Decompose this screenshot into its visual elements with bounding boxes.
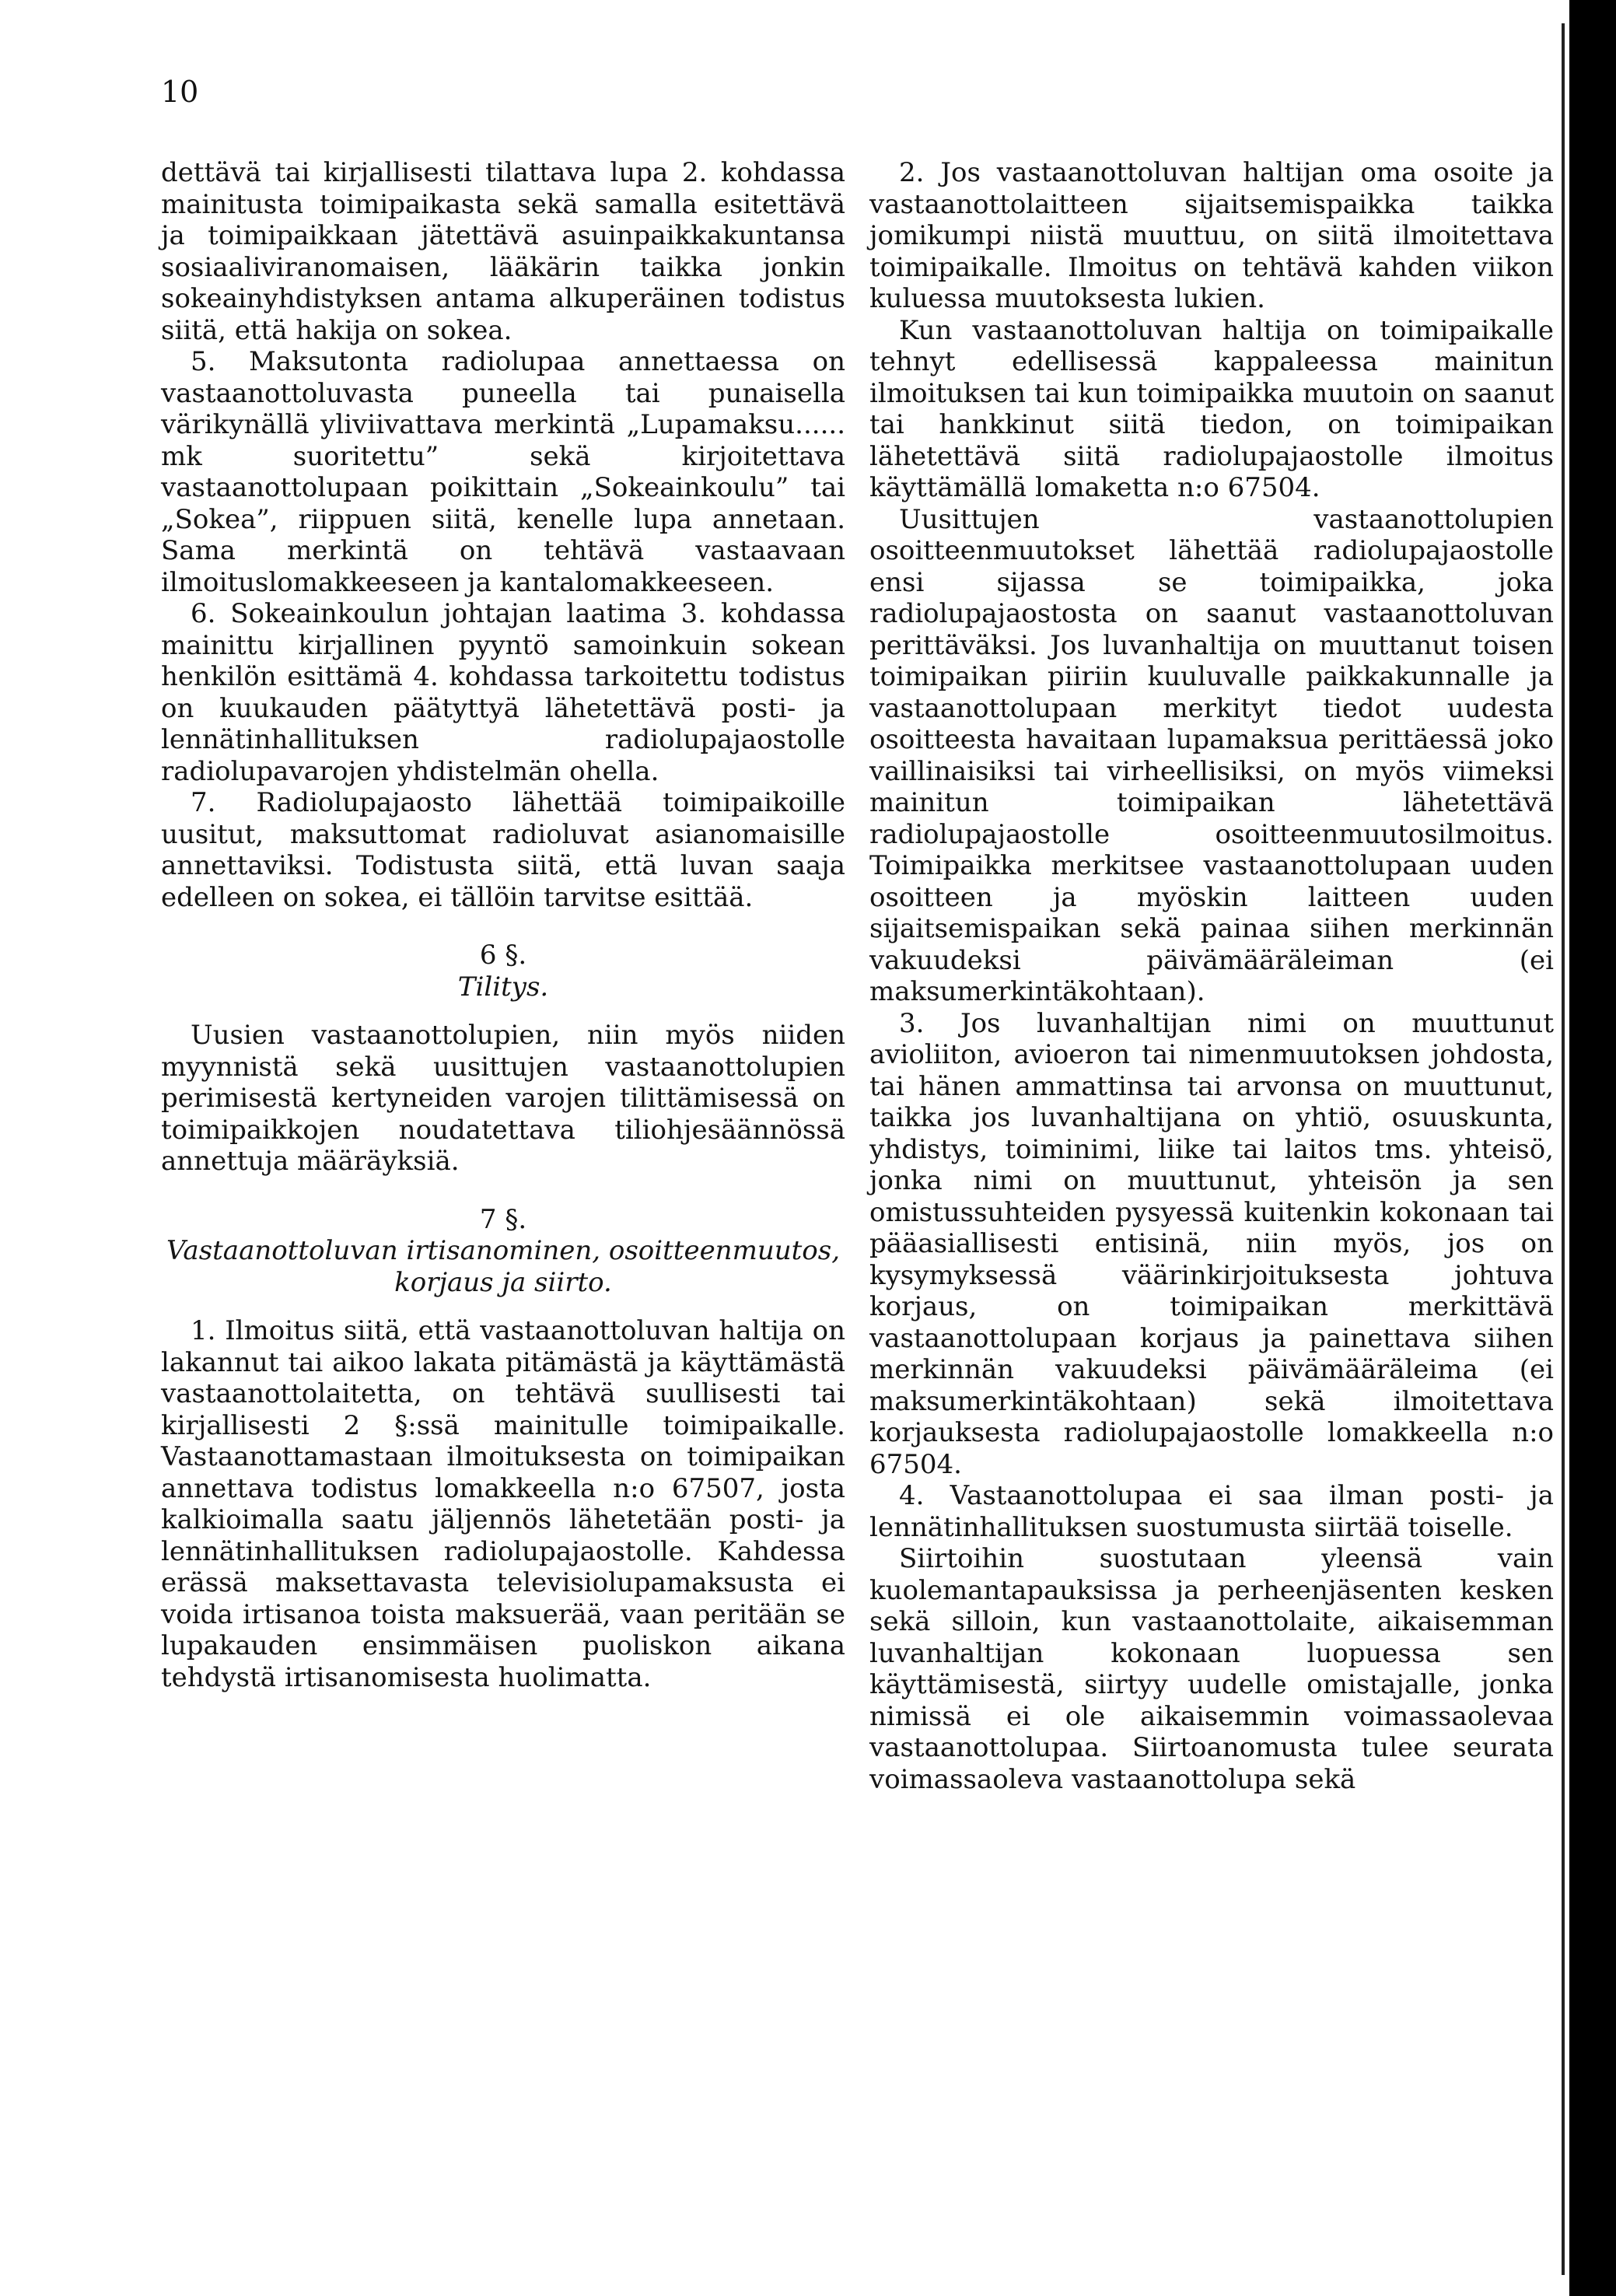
section-title: Tilitys. bbox=[457, 971, 549, 1003]
section-number: 7 §. bbox=[479, 1203, 527, 1235]
section-number: 6 §. bbox=[479, 940, 527, 971]
paragraph: 6. Sokeainkoulun johtajan laatima 3. kohdassa mainittu kirjallinen pyyntö samoinkuin sokean henkilön esittämä 4. kohdassa tarkoitettu todistus on kuukauden päätyttyä lähetettävä posti- ja lennätinhallituksen radiolupajaostolle radiolupavarojen yhdistelmän ohella. bbox=[161, 598, 845, 787]
page-number: 10 bbox=[161, 75, 199, 109]
section-heading-6 bbox=[161, 940, 845, 1003]
section-title: Vastaanottoluvan irtisanominen, osoitteenmuutos, korjaus ja siirto. bbox=[166, 1235, 841, 1298]
section-heading-7 bbox=[161, 1204, 845, 1299]
paragraph: 3. Jos luvanhaltijan nimi on muuttunut avioliiton, avioeron tai nimenmuutoksen johdosta, tai hänen ammattinsa tai arvonsa on muuttunut, taikka jos luvanhaltijana on yhtiö, osuuskunta, yhdistys, toiminimi, liike tai laitos tms. yhteisö, jonka nimi on muuttunut, yhteisön ja sen omistussuhteiden pysyessä kuitenkin kokonaan tai pääasiallisesti entisinä, niin myös, jos on kysymyksessä väärinkirjoituksesta johtuva korjaus, on toimipaikan merkittävä vastaanottolupaan korjaus ja painettava siihen merkinnän vakuudeksi päivämääräleima (ei maksumerkintäkohtaan) sekä ilmoitettava korjauksesta radiolupajaostolle lomakkeella n:o 67504. bbox=[869, 1007, 1554, 1480]
right-column bbox=[869, 157, 1554, 1795]
paragraph: 1. Ilmoitus siitä, että vastaanottoluvan haltija on lakannut tai aikoo lakata pitämästä ja käyttämästä vastaanottolaitetta, on tehtävä suullisesti tai kirjallisesti 2 §:ssä mainitulle toimipaikalle. Vastaanottamastaan ilmoituksesta on toimipaikan annettava todistus lomakkeella n:o 67507, josta kalkioimalla saatu jäljennös lähetetään posti- ja lennätinhallituksen radiolupajaostolle. Kahdessa erässä maksettavasta televisiolupamaksusta ei voida irtisanoa toista maksuerää, vaan peritään se lupakauden ensimmäisen puoliskon aikana tehdystä irtisanomisesta huolimatta. bbox=[161, 1315, 845, 1693]
paragraph: 5. Maksutonta radiolupaa annettaessa on vastaanottoluvasta puneella tai punaisella värikynällä yliviivattava merkintä „Lupamaksu...... mk suoritettu” sekä kirjoitettava vastaanottolupaan poikittain „Sokeainkoulu” tai „Sokea”, riippuen siitä, kenelle lupa annetaan. Sama merkintä on tehtävä vastaavaan ilmoituslomakkeeseen ja kantalomakkeeseen. bbox=[161, 346, 845, 598]
paragraph: 4. Vastaanottolupaa ei saa ilman posti- ja lennätinhallituksen suostumusta siirtää toiselle. bbox=[869, 1480, 1554, 1543]
paragraph: Uusien vastaanottolupien, niin myös niiden myynnistä sekä uusittujen vastaanottolupien perimisestä kertyneiden varojen tilittämisessä on toimipaikkojen noudatettava tiliohjesäännössä annettuja määräyksiä. bbox=[161, 1020, 845, 1177]
paragraph: Uusittujen vastaanottolupien osoitteenmuutokset lähettää radiolupajaostolle ensi sijassa se toimipaikka, joka radiolupajaostosta on saanut vastaanottoluvan perittäväksi. Jos luvanhaltija on muuttanut toisen toimipaikan piiriin kuuluvalle paikkakunnalle ja vastaanottolupaan merkityt tiedot uudesta osoitteesta havaitaan lupamaksua perittäessä joko vaillinaisiksi tai virheellisiksi, on myös viimeksi mainitun toimipaikan lähetettävä radiolupajaostolle osoitteenmuutosilmoitus. Toimipaikka merkitsee vastaanottolupaan uuden osoitteen ja myöskin laitteen uuden sijaitsemispaikan sekä painaa siihen merkinnän vakuudeksi päivämääräleiman (ei maksumerkintäkohtaan). bbox=[869, 503, 1554, 1007]
paragraph: 2. Jos vastaanottoluvan haltijan oma osoite ja vastaanottolaitteen sijaitsemispaikka taikka jomikumpi niistä muuttuu, on siitä ilmoitettava toimipaikalle. Ilmoitus on tehtävä kahden viikon kuluessa muutoksesta lukien. bbox=[869, 157, 1554, 314]
paragraph: 7. Radiolupajaosto lähettää toimipaikoille uusitut, maksuttomat radioluvat asianomaisille annettaviksi. Todistusta siitä, että luvan saaja edelleen on sokea, ei tällöin tarvitse esittää. bbox=[161, 787, 845, 913]
paragraph: Kun vastaanottoluvan haltija on toimipaikalle tehnyt edellisessä kappaleessa mainitun ilmoituksen tai kun toimipaikka muutoin on saanut tai hankkinut siitä tiedon, on toimipaikan lähetettävä siitä radiolupajaostolle ilmoitus käyttämällä lomaketta n:o 67504. bbox=[869, 314, 1554, 503]
paragraph: Siirtoihin suostutaan yleensä vain kuolemantapauksissa ja perheenjäsenten kesken sekä silloin, kun vastaanottolaite, aikaisemman luvanhaltijan kokonaan luopuessa sen käyttämisestä, siirtyy uudelle omistajalle, jonka nimissä ei ole aikaisemmin voimassaolevaa vastaanottolupaa. Siirtoanomusta tulee seurata voimassaoleva vastaanottolupa sekä bbox=[869, 1543, 1554, 1795]
scan-edge-line bbox=[1562, 23, 1565, 2275]
left-column bbox=[161, 157, 845, 1693]
paragraph: dettävä tai kirjallisesti tilattava lupa 2. kohdassa mainitusta toimipaikasta sekä samalla esitettävä ja toimipaikkaan jätettävä asuinpaikkakuntansa sosiaaliviranomaisen, lääkärin taikka jonkin sokeainyhdistyksen antama alkuperäinen todistus siitä, että hakija on sokea. bbox=[161, 157, 845, 346]
scan-margin bbox=[1569, 0, 1616, 2296]
